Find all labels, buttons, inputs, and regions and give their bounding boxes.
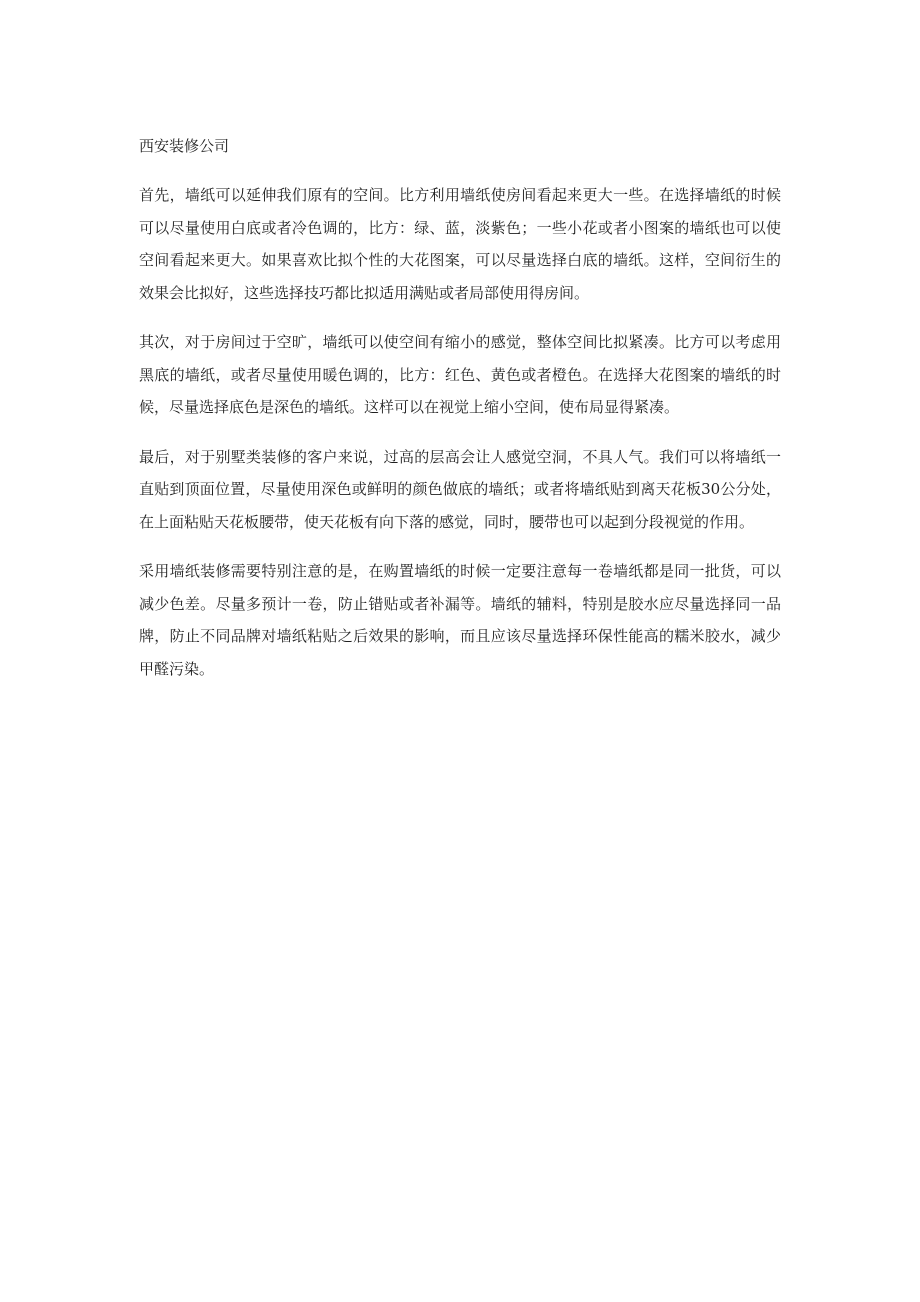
paragraph-fourth: 采用墙纸装修需要特别注意的是，在购置墙纸的时候一定要注意每一卷墙纸都是同一批货，可以减少色差。尽量多预计一卷，防止错贴或者补漏等。墙纸的辅料，特别是胶水应尽量选择同一品牌，防止不同品牌对墙纸粘贴之后效果的影响，而且应该尽量选择环保性能高的糯米胶水，减少甲醛污染。 bbox=[139, 562, 781, 678]
paragraph-third: 最后，对于别墅类装修的客户来说，过高的层高会让人感觉空洞，不具人气。我们可以将墙纸一直贴到顶面位置，尽量使用深色或鲜明的颜色做底的墙纸；或者将墙纸贴到离天花板30公分处，在上面粘贴天花板腰带，使天花板有向下落的感觉，同时，腰带也可以起到分段视觉的作用。 bbox=[139, 447, 781, 531]
document-body bbox=[139, 130, 781, 685]
paragraph-second: 其次，对于房间过于空旷，墙纸可以使空间有缩小的感觉，整体空间比拟紧凑。比方可以考虑用黑底的墙纸，或者尽量使用暖色调的，比方：红色、黄色或者橙色。在选择大花图案的墙纸的时候，尽量选择底色是深色的墙纸。这样可以在视觉上缩小空间，使布局显得紧凑。 bbox=[139, 333, 781, 416]
paragraph-intro: 首先，墙纸可以延伸我们原有的空间。比方利用墙纸使房间看起来更大一些。在选择墙纸的时候可以尽量使用白底或者冷色调的，比方：绿、蓝，淡紫色；一些小花或者小图案的墙纸也可以使空间看起来更大。如果喜欢比拟个性的大花图案，可以尽量选择白底的墙纸。这样，空间衍生的效果会比拟好，这些选择技巧都比拟适用满贴或者局部使用得房间。 bbox=[139, 186, 781, 302]
document-title: 西安装修公司 bbox=[139, 137, 230, 155]
